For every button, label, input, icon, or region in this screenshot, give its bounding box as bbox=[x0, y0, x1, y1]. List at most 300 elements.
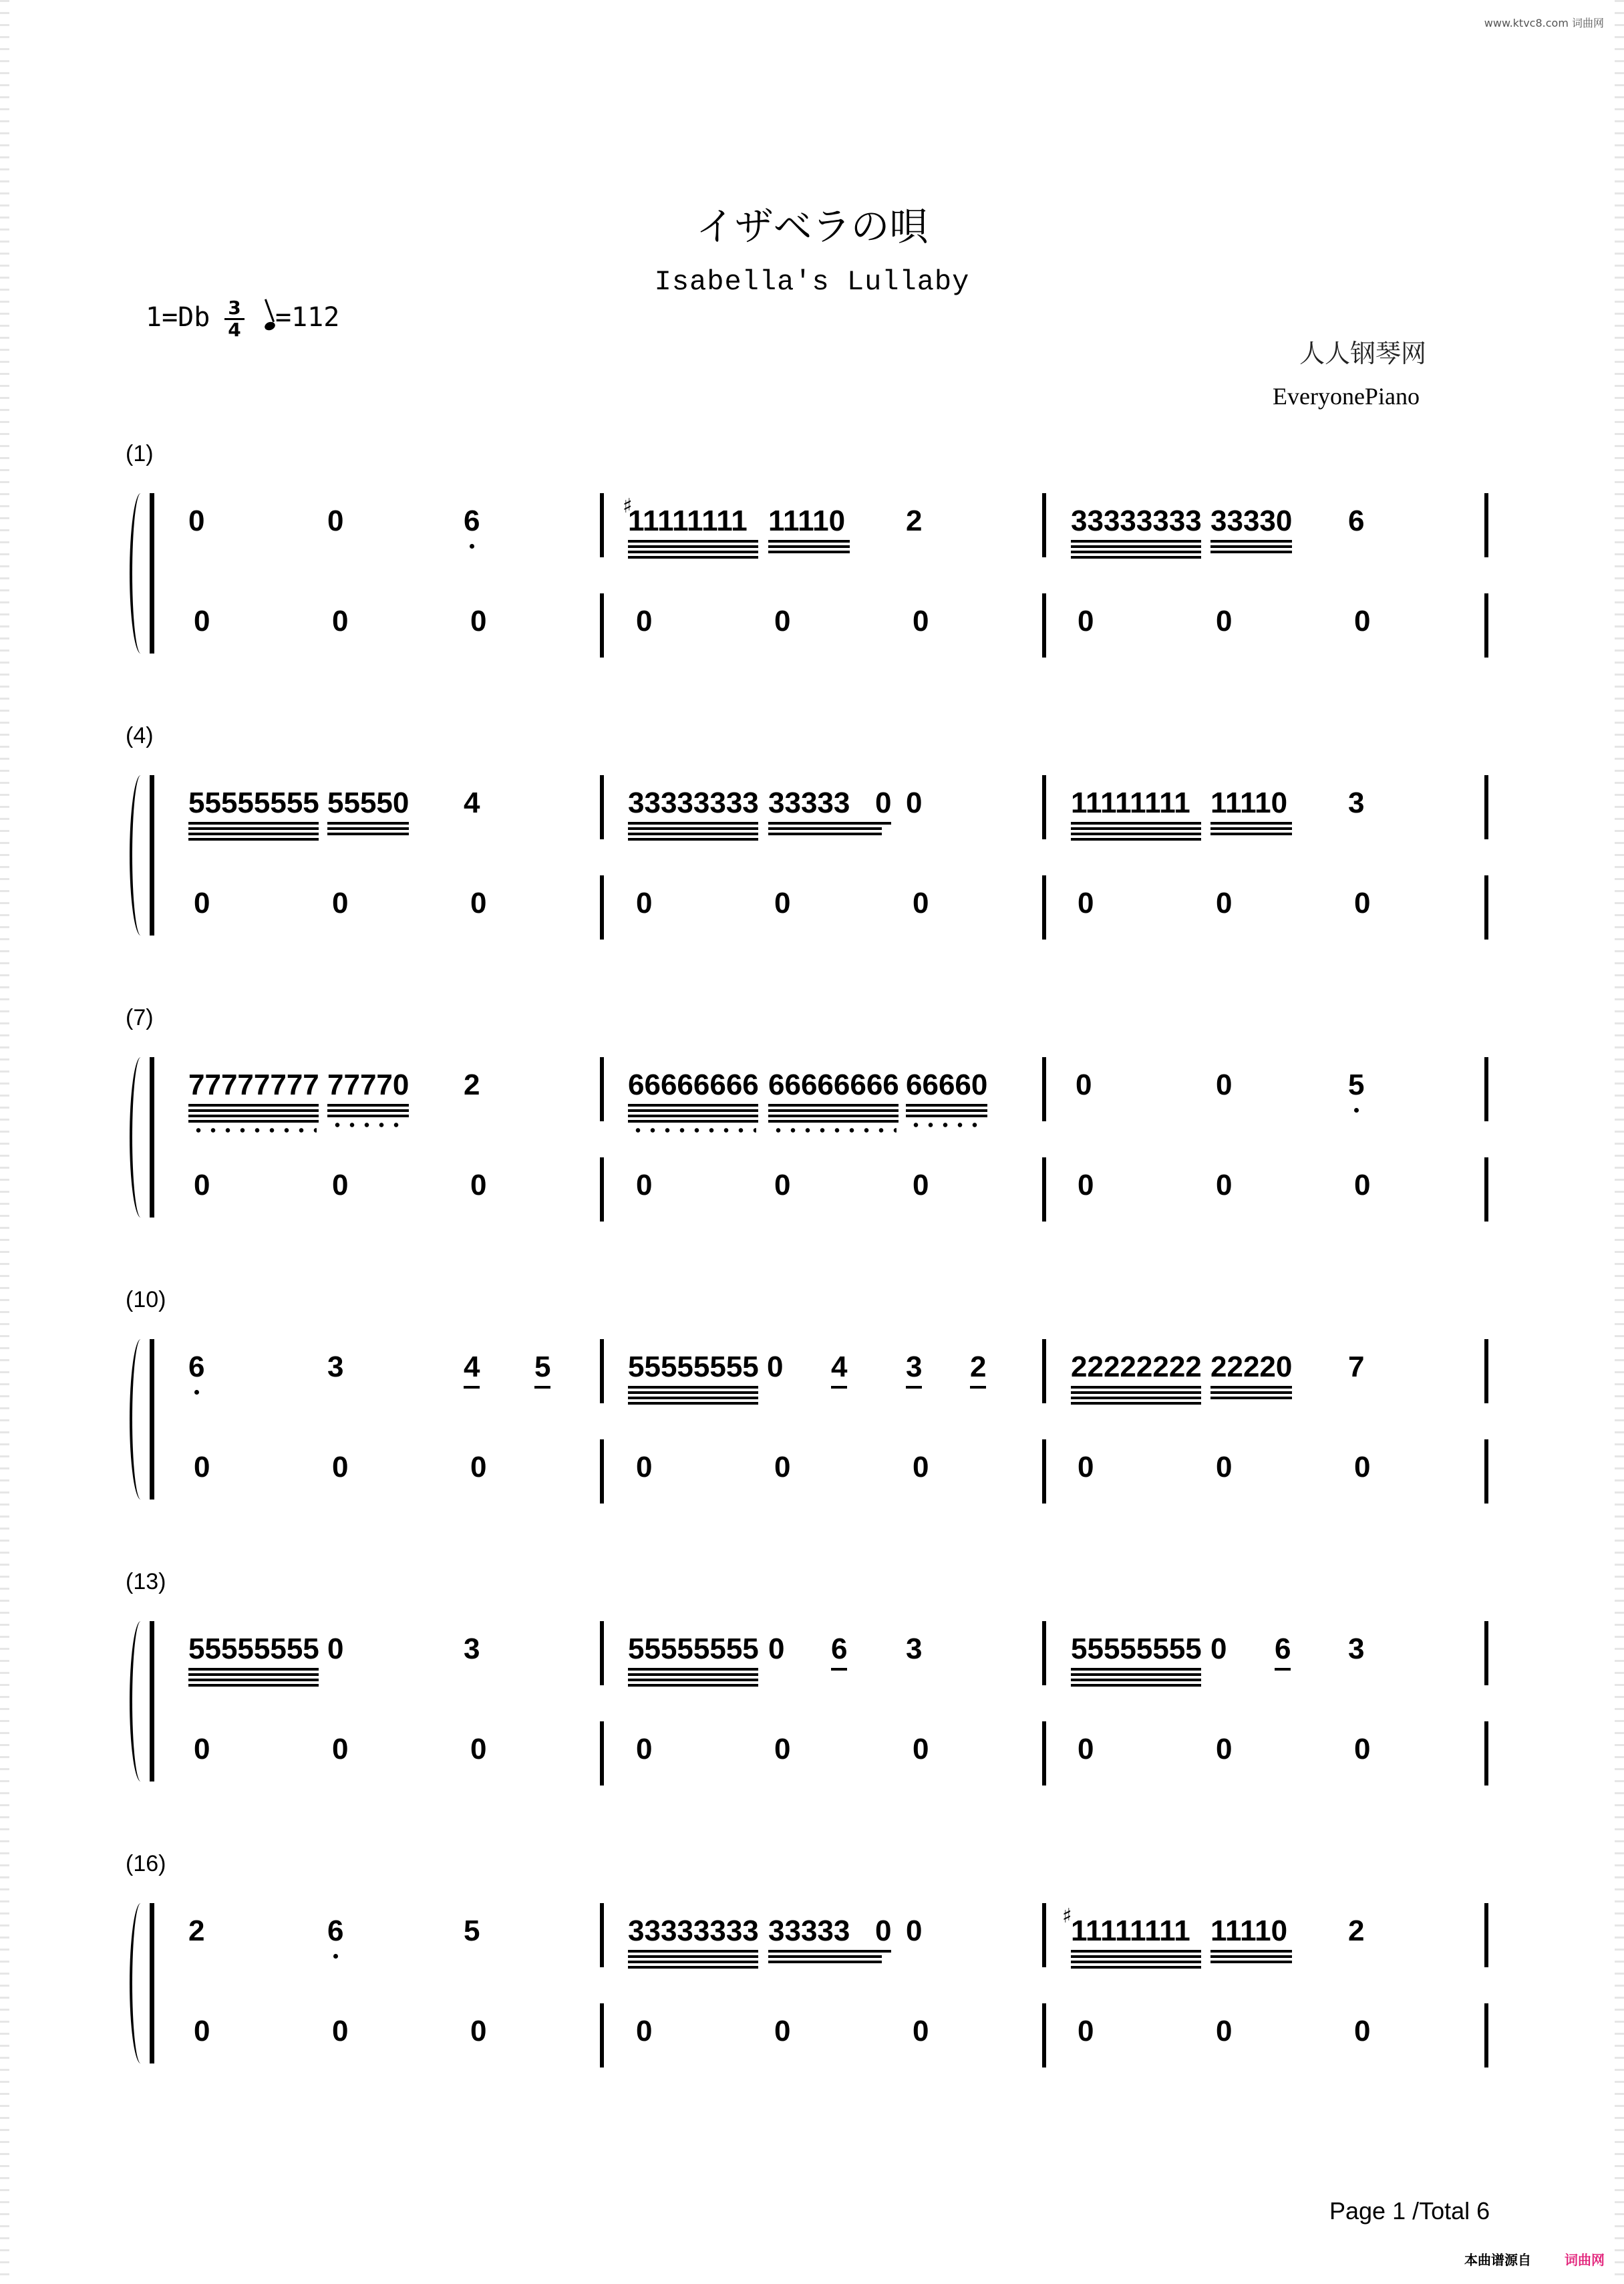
note-group bbox=[464, 1632, 480, 1667]
note-group bbox=[906, 1350, 922, 1385]
beam-underline bbox=[831, 1668, 847, 1671]
bass-note: 0 bbox=[1216, 1733, 1233, 1765]
bass-note: 0 bbox=[194, 1451, 210, 1483]
sharp-sign: ♯ bbox=[1062, 1904, 1072, 1928]
bass-note: 0 bbox=[636, 1169, 653, 1201]
bass-note: 0 bbox=[332, 1733, 349, 1765]
note-group bbox=[970, 1350, 986, 1385]
bass-note: 0 bbox=[913, 1169, 929, 1201]
beam-underline bbox=[628, 1402, 758, 1405]
note-digits: 2 bbox=[1348, 1914, 1365, 1947]
system-number: (1) bbox=[126, 441, 154, 466]
bass-note: 0 bbox=[1078, 605, 1094, 637]
barline-bass bbox=[600, 2003, 604, 2067]
barline-bass bbox=[1042, 593, 1046, 658]
note-digits: 5 bbox=[1348, 1068, 1365, 1101]
page-footer: Page 1 /Total 6 bbox=[1329, 2197, 1490, 2225]
bass-note: 0 bbox=[470, 1451, 487, 1483]
note-group bbox=[188, 1350, 204, 1385]
note-group bbox=[1348, 504, 1364, 539]
beam-underline bbox=[768, 1961, 882, 1963]
system-number: (13) bbox=[126, 1569, 166, 1594]
beam-underline bbox=[768, 1955, 882, 1958]
note-digits: 4 bbox=[831, 1350, 848, 1383]
beam-underline bbox=[1071, 1386, 1201, 1389]
bass-note: 0 bbox=[913, 887, 929, 919]
beam-underline bbox=[628, 1104, 758, 1107]
beam-underline bbox=[1071, 1684, 1201, 1687]
system-number: (4) bbox=[126, 723, 154, 748]
octave-dots bbox=[330, 1123, 406, 1127]
note-digits: 77777777 bbox=[188, 1068, 319, 1101]
beam-underline bbox=[875, 822, 891, 825]
beam-underline bbox=[628, 827, 758, 830]
bass-note: 0 bbox=[1354, 1733, 1371, 1765]
note-digits: 4 bbox=[464, 1350, 480, 1383]
bass-note: 0 bbox=[913, 1451, 929, 1483]
barline-bass bbox=[600, 593, 604, 658]
note-group bbox=[464, 1350, 480, 1385]
tempo-marking bbox=[265, 302, 339, 333]
note-digits: 3 bbox=[906, 1350, 923, 1383]
barline-bass bbox=[1484, 875, 1488, 940]
note-group bbox=[188, 504, 204, 539]
beam-underline bbox=[327, 822, 409, 825]
beam-underline bbox=[768, 1109, 899, 1112]
note-digits: 33333 bbox=[768, 1914, 850, 1947]
system-barline bbox=[150, 493, 154, 654]
note-digits: 2 bbox=[906, 505, 923, 537]
page-border-right bbox=[1615, 0, 1624, 2284]
barline-bass bbox=[1484, 1721, 1488, 1786]
note-digits: 0 bbox=[1210, 1632, 1227, 1665]
note-group bbox=[1071, 504, 1202, 539]
beam-underline bbox=[1210, 833, 1292, 835]
beam-underline bbox=[327, 1104, 409, 1107]
note-group bbox=[628, 1350, 759, 1385]
system-barline bbox=[150, 1903, 154, 2063]
bass-note: 0 bbox=[1354, 1451, 1371, 1483]
octave-dot bbox=[333, 1954, 338, 1959]
beam-underline bbox=[1071, 545, 1201, 548]
system-brace bbox=[130, 1903, 148, 2063]
note-digits: 0 bbox=[188, 505, 205, 537]
beam-underline bbox=[628, 1668, 758, 1671]
beam-underline bbox=[628, 1391, 758, 1394]
note-group bbox=[188, 786, 319, 821]
score-subtitle: Isabella's Lullaby bbox=[654, 266, 970, 298]
note-group bbox=[768, 504, 845, 539]
bass-note: 0 bbox=[1354, 1169, 1371, 1201]
octave-dots bbox=[909, 1123, 985, 1127]
beam-underline bbox=[628, 1961, 758, 1963]
beam-underline bbox=[628, 1109, 758, 1112]
bass-note: 0 bbox=[194, 887, 210, 919]
note-group bbox=[188, 1914, 204, 1949]
beam-underline bbox=[188, 1115, 319, 1117]
beam-underline bbox=[1210, 545, 1292, 548]
note-group bbox=[875, 1914, 891, 1949]
beam-underline bbox=[768, 1115, 899, 1117]
barline-bass bbox=[1042, 875, 1046, 940]
tempo-value: =112 bbox=[275, 302, 340, 333]
barline-treble bbox=[600, 493, 604, 557]
bass-note: 0 bbox=[332, 2015, 349, 2047]
barline-treble bbox=[600, 775, 604, 839]
bass-note: 0 bbox=[774, 2015, 791, 2047]
bass-note: 0 bbox=[332, 1451, 349, 1483]
bass-note: 0 bbox=[470, 605, 487, 637]
note-digits: 0 bbox=[1076, 1068, 1092, 1101]
beam-underline bbox=[628, 540, 758, 543]
bass-note: 0 bbox=[470, 1169, 487, 1201]
beam-underline bbox=[188, 1668, 319, 1671]
note-group bbox=[628, 504, 748, 539]
system-number: (7) bbox=[126, 1005, 154, 1030]
bass-note: 0 bbox=[1216, 605, 1233, 637]
note-digits: 55555555 bbox=[188, 787, 319, 819]
note-group bbox=[768, 1632, 784, 1667]
beam-underline bbox=[628, 1115, 758, 1117]
bass-note: 0 bbox=[470, 2015, 487, 2047]
system-brace bbox=[130, 775, 148, 936]
note-group bbox=[1071, 1350, 1202, 1385]
bass-note: 0 bbox=[913, 605, 929, 637]
note-digits: 55550 bbox=[327, 787, 410, 819]
note-group bbox=[906, 504, 922, 539]
note-group bbox=[1210, 786, 1287, 821]
watermark-top: www.ktvc8.com 词曲网 bbox=[1484, 17, 1604, 29]
barline-treble bbox=[1042, 1621, 1046, 1685]
beam-underline bbox=[534, 1386, 550, 1389]
beam-underline bbox=[188, 822, 319, 825]
beam-underline bbox=[1210, 822, 1292, 825]
bass-note: 0 bbox=[774, 605, 791, 637]
beam-underline bbox=[188, 833, 319, 835]
beam-underline bbox=[628, 833, 758, 835]
beam-underline bbox=[1210, 1391, 1292, 1394]
bass-note: 0 bbox=[194, 1733, 210, 1765]
beam-underline bbox=[1210, 827, 1292, 830]
bass-note: 0 bbox=[774, 1169, 791, 1201]
beam-underline bbox=[906, 1104, 987, 1107]
note-digits: 55555555 bbox=[188, 1632, 319, 1665]
barline-bass bbox=[1484, 1439, 1488, 1504]
bass-note: 0 bbox=[1078, 2015, 1094, 2047]
barline-treble bbox=[1042, 1339, 1046, 1403]
note-group bbox=[628, 1914, 759, 1949]
note-group bbox=[906, 1632, 922, 1667]
octave-dots bbox=[191, 1128, 317, 1133]
note-digits: 11110 bbox=[768, 505, 846, 537]
note-group bbox=[1216, 1068, 1232, 1103]
time-denominator: 4 bbox=[228, 319, 241, 341]
note-digits: 22220 bbox=[1210, 1350, 1293, 1383]
beam-underline bbox=[628, 1397, 758, 1399]
barline-bass bbox=[1042, 1721, 1046, 1786]
beam-underline bbox=[628, 1950, 758, 1953]
note-group bbox=[906, 1914, 922, 1949]
note-digits: 0 bbox=[767, 1350, 784, 1383]
beam-underline bbox=[1071, 822, 1201, 825]
beam-underline bbox=[768, 822, 882, 825]
beam-underline bbox=[1071, 1950, 1201, 1953]
note-digits: 0 bbox=[768, 1632, 785, 1665]
beam-underline bbox=[1071, 1668, 1201, 1671]
beam-underline bbox=[188, 1120, 319, 1123]
barline-bass bbox=[600, 1721, 604, 1786]
note-group bbox=[628, 786, 759, 821]
note-digits: 11110 bbox=[1210, 1914, 1288, 1947]
note-digits: 3 bbox=[906, 1632, 923, 1665]
note-digits: 66660 bbox=[906, 1068, 988, 1101]
barline-treble bbox=[1042, 1057, 1046, 1121]
beam-underline bbox=[768, 833, 882, 835]
bass-note: 0 bbox=[913, 1733, 929, 1765]
beam-underline bbox=[628, 545, 758, 548]
note-group bbox=[534, 1350, 550, 1385]
time-signature bbox=[224, 298, 245, 340]
note-digits: 11111111 bbox=[628, 505, 748, 537]
note-digits: 55555555 bbox=[1071, 1632, 1202, 1665]
beam-underline bbox=[327, 1109, 409, 1112]
beam-underline bbox=[188, 827, 319, 830]
note-digits: 4 bbox=[464, 787, 480, 819]
bass-note: 0 bbox=[774, 1733, 791, 1765]
note-group bbox=[1071, 786, 1190, 821]
beam-underline bbox=[768, 1120, 899, 1123]
bass-note: 0 bbox=[774, 887, 791, 919]
note-digits: 6 bbox=[188, 1350, 205, 1383]
barline-treble bbox=[1484, 775, 1488, 839]
note-group bbox=[768, 1068, 899, 1103]
beam-underline bbox=[628, 1955, 758, 1958]
note-group bbox=[464, 786, 480, 821]
bass-note: 0 bbox=[470, 1733, 487, 1765]
note-digits: 3 bbox=[1348, 787, 1365, 819]
note-digits: 66666666 bbox=[768, 1068, 899, 1101]
barline-bass bbox=[1484, 593, 1488, 658]
note-digits: 33330 bbox=[1210, 505, 1293, 537]
note-group bbox=[1210, 504, 1292, 539]
barline-treble bbox=[600, 1339, 604, 1403]
beam-underline bbox=[906, 1115, 987, 1117]
beam-underline bbox=[1210, 551, 1292, 553]
bass-note: 0 bbox=[636, 1451, 653, 1483]
barline-bass bbox=[600, 1439, 604, 1504]
beam-underline bbox=[188, 1679, 319, 1681]
note-group bbox=[1348, 1350, 1364, 1385]
note-group bbox=[1348, 1068, 1364, 1103]
beam-underline bbox=[628, 1966, 758, 1969]
note-group bbox=[628, 1632, 759, 1667]
bass-note: 0 bbox=[332, 887, 349, 919]
note-group bbox=[1076, 1068, 1092, 1103]
watermark-bottom-right: 词曲网 bbox=[1565, 2252, 1605, 2268]
beam-underline bbox=[1210, 1955, 1292, 1958]
note-group bbox=[1348, 1914, 1364, 1949]
note-digits: 0 bbox=[906, 1914, 923, 1947]
note-digits: 11111111 bbox=[1071, 787, 1190, 819]
beam-underline bbox=[1071, 833, 1201, 835]
beam-underline bbox=[327, 1115, 409, 1117]
beam-underline bbox=[188, 1673, 319, 1676]
bass-note: 0 bbox=[1078, 1169, 1094, 1201]
beam-underline bbox=[188, 1104, 319, 1107]
note-group bbox=[1071, 1632, 1202, 1667]
note-digits: 2 bbox=[464, 1068, 480, 1101]
beam-underline bbox=[768, 540, 850, 543]
note-group bbox=[327, 1914, 343, 1949]
octave-dot bbox=[194, 1390, 199, 1395]
barline-treble bbox=[1042, 493, 1046, 557]
note-digits: 33333333 bbox=[628, 787, 759, 819]
note-digits: 3 bbox=[464, 1632, 480, 1665]
bass-note: 0 bbox=[1216, 2015, 1233, 2047]
beam-underline bbox=[628, 1673, 758, 1676]
bass-note: 0 bbox=[1078, 1733, 1094, 1765]
note-group bbox=[327, 1068, 409, 1103]
note-group bbox=[327, 1632, 343, 1667]
beam-underline bbox=[188, 1109, 319, 1112]
beam-underline bbox=[875, 1950, 891, 1953]
bass-note: 0 bbox=[332, 1169, 349, 1201]
bass-note: 0 bbox=[1078, 1451, 1094, 1483]
beam-underline bbox=[1071, 1402, 1201, 1405]
note-group bbox=[1275, 1632, 1291, 1667]
note-group bbox=[831, 1632, 847, 1667]
note-group bbox=[1210, 1632, 1227, 1667]
beam-underline bbox=[628, 1386, 758, 1389]
note-digits: 0 bbox=[875, 1914, 892, 1947]
note-digits: 77770 bbox=[327, 1068, 410, 1101]
note-group bbox=[464, 504, 480, 539]
system-number: (16) bbox=[126, 1851, 166, 1876]
barline-bass bbox=[1042, 1157, 1046, 1222]
note-digits: 22222222 bbox=[1071, 1350, 1202, 1383]
note-group bbox=[906, 786, 922, 821]
beam-underline bbox=[768, 827, 882, 830]
beam-underline bbox=[188, 838, 319, 841]
score-title: イザベラの唄 bbox=[695, 204, 929, 249]
beam-underline bbox=[1071, 1955, 1201, 1958]
beam-underline bbox=[1071, 556, 1201, 559]
octave-dots bbox=[631, 1128, 756, 1133]
bass-note: 0 bbox=[1216, 1169, 1233, 1201]
beam-underline bbox=[1071, 1966, 1201, 1969]
note-digits: 7 bbox=[1348, 1350, 1365, 1383]
barline-bass bbox=[1042, 2003, 1046, 2067]
beam-underline bbox=[768, 1104, 899, 1107]
key-signature: 1=Db bbox=[146, 302, 210, 333]
barline-treble bbox=[1042, 775, 1046, 839]
beam-underline bbox=[906, 1109, 987, 1112]
beam-underline bbox=[1071, 1391, 1201, 1394]
note-digits: 3 bbox=[1348, 1632, 1365, 1665]
note-digits: 33333333 bbox=[628, 1914, 759, 1947]
beam-underline bbox=[1275, 1668, 1291, 1671]
barline-treble bbox=[1484, 1621, 1488, 1685]
note-digits: 33333 bbox=[768, 787, 850, 819]
system-barline bbox=[150, 1621, 154, 1781]
beam-underline bbox=[628, 822, 758, 825]
beam-underline bbox=[1071, 1679, 1201, 1681]
system-barline bbox=[150, 775, 154, 936]
note-digits: 2 bbox=[970, 1350, 987, 1383]
beam-underline bbox=[464, 1386, 480, 1389]
note-group bbox=[875, 786, 891, 821]
note-group bbox=[768, 786, 850, 821]
note-group bbox=[327, 504, 343, 539]
beam-underline bbox=[1210, 540, 1292, 543]
barline-treble bbox=[1042, 1903, 1046, 1967]
octave-dots bbox=[771, 1128, 897, 1133]
bass-note: 0 bbox=[636, 887, 653, 919]
beam-underline bbox=[628, 556, 758, 559]
note-digits: 0 bbox=[875, 787, 892, 819]
bass-note: 0 bbox=[470, 887, 487, 919]
note-group bbox=[906, 1068, 987, 1103]
barline-bass bbox=[600, 875, 604, 940]
system-brace bbox=[130, 1057, 148, 1218]
note-group bbox=[767, 1350, 783, 1385]
note-digits: 0 bbox=[327, 1632, 344, 1665]
note-digits: 55555555 bbox=[628, 1632, 759, 1665]
beam-underline bbox=[970, 1386, 986, 1389]
note-group bbox=[464, 1914, 480, 1949]
note-digits: 5 bbox=[534, 1350, 551, 1383]
beam-underline bbox=[768, 545, 850, 548]
barline-bass bbox=[1042, 1439, 1046, 1504]
system-number: (10) bbox=[126, 1287, 166, 1312]
octave-dot bbox=[470, 544, 474, 549]
barline-bass bbox=[1484, 2003, 1488, 2067]
note-digits: 5 bbox=[464, 1914, 480, 1947]
sharp-sign: ♯ bbox=[623, 494, 633, 518]
quarter-note-icon bbox=[263, 321, 276, 332]
note-digits: 11110 bbox=[1210, 787, 1288, 819]
credit-chinese: 人人钢琴网 bbox=[1299, 339, 1427, 368]
system-brace bbox=[130, 493, 148, 654]
note-group bbox=[188, 1068, 319, 1103]
note-group bbox=[188, 1632, 319, 1667]
time-numerator: 3 bbox=[224, 298, 245, 320]
note-digits: 66666666 bbox=[628, 1068, 759, 1101]
note-group bbox=[1210, 1350, 1292, 1385]
bass-note: 0 bbox=[194, 1169, 210, 1201]
note-digits: 6 bbox=[327, 1914, 344, 1947]
note-digits: 6 bbox=[1275, 1632, 1291, 1665]
note-digits: 0 bbox=[327, 505, 344, 537]
note-digits: 0 bbox=[1216, 1068, 1233, 1101]
bass-note: 0 bbox=[1354, 605, 1371, 637]
beam-underline bbox=[628, 1679, 758, 1681]
system-brace bbox=[130, 1339, 148, 1500]
system-barline bbox=[150, 1339, 154, 1500]
bass-note: 0 bbox=[1216, 1451, 1233, 1483]
beam-underline bbox=[188, 1684, 319, 1687]
note-digits: 6 bbox=[464, 505, 480, 537]
note-group bbox=[327, 786, 409, 821]
page-border-left bbox=[0, 0, 9, 2284]
watermark-bottom-left: 本曲谱源自 bbox=[1464, 2252, 1531, 2268]
barline-treble bbox=[1484, 1339, 1488, 1403]
beam-underline bbox=[1071, 1961, 1201, 1963]
note-group bbox=[768, 1914, 850, 1949]
credit-english: EveryonePiano bbox=[1273, 383, 1420, 410]
beam-underline bbox=[628, 838, 758, 841]
note-digits: 6 bbox=[1348, 505, 1365, 537]
